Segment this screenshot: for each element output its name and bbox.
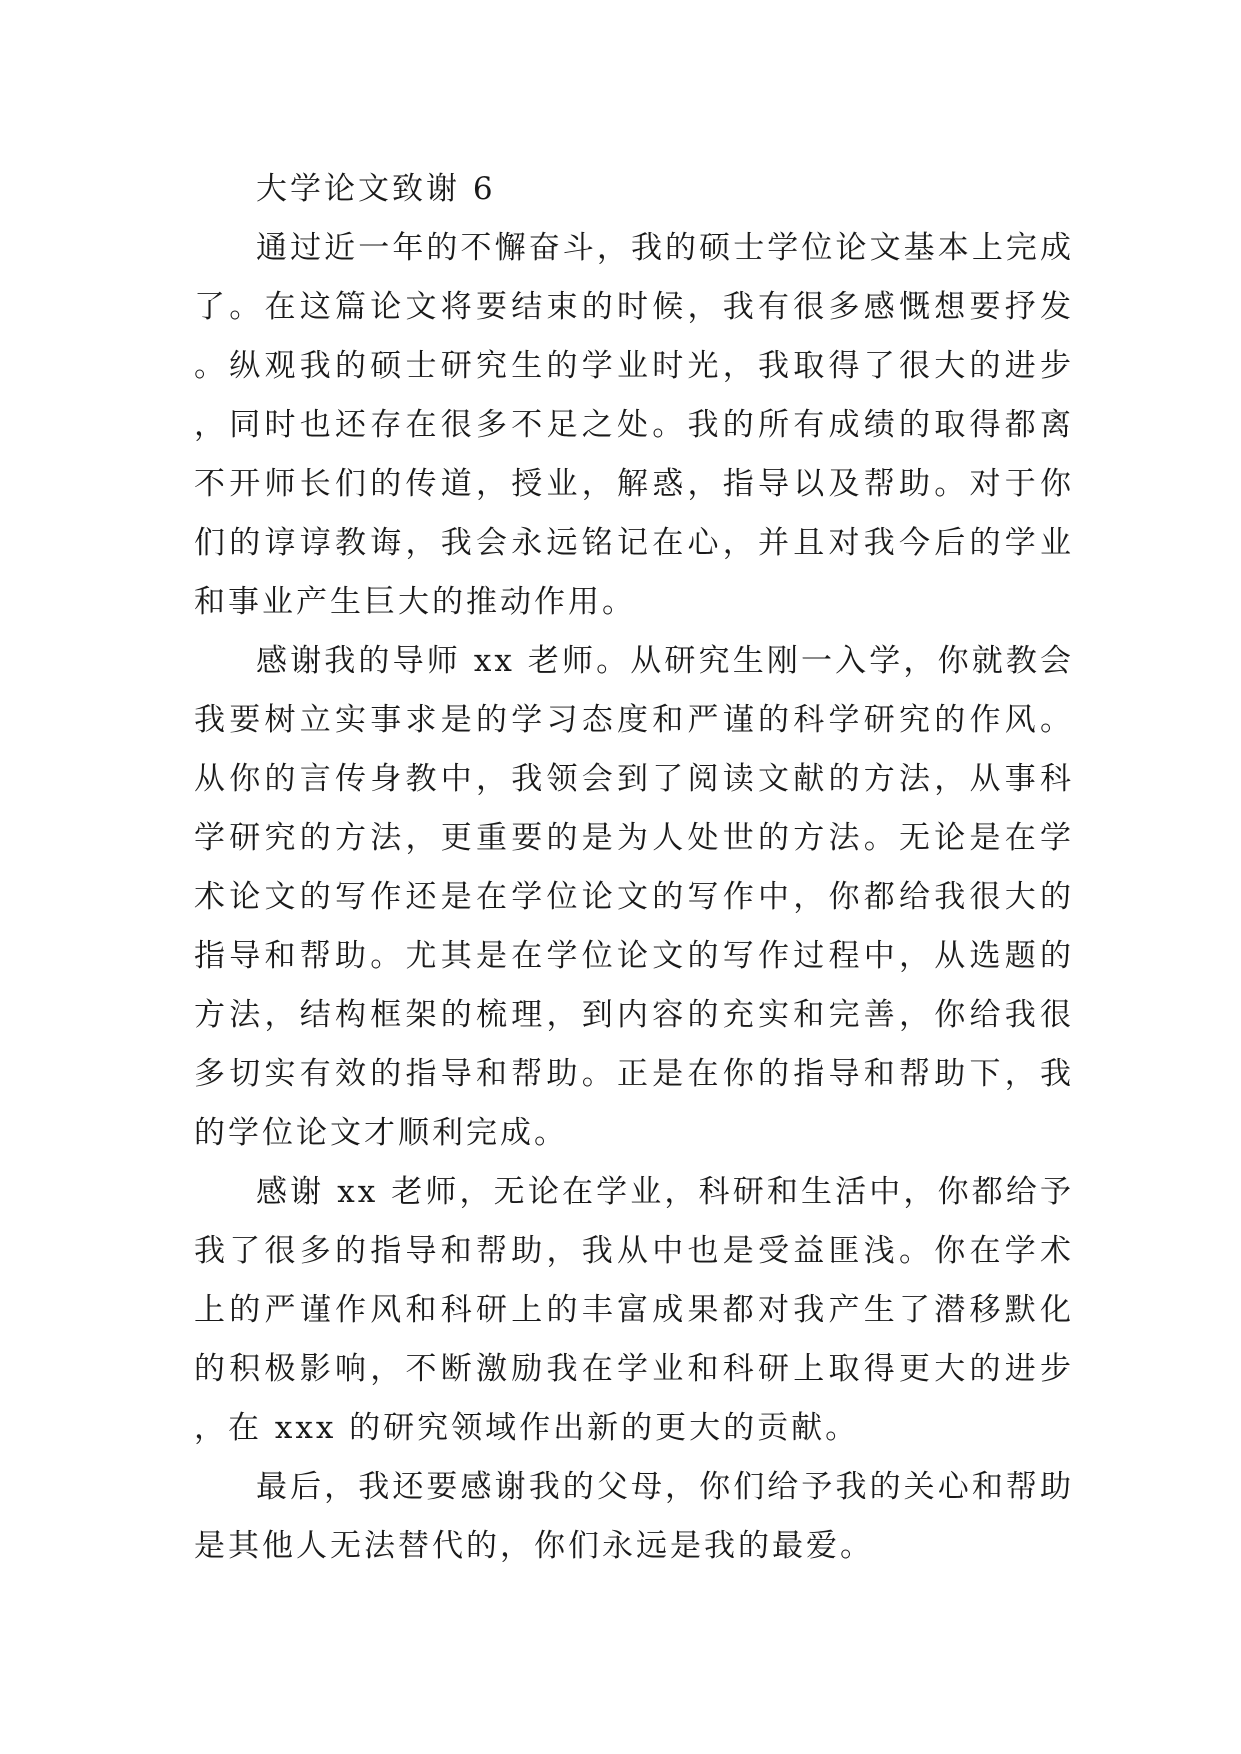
paragraph-4: 最后，我还要感谢我的父母，你们给予我的关心和帮助是其他人无法替代的，你们永远是我的最爱。	[194, 1469, 1074, 1564]
paragraph-1: 通过近一年的不懈奋斗，我的硕士学位论文基本上完成了。在这篇论文将要结束的时候，我有很多感慨想要抒发。纵观我的硕士研究生的学业时光，我取得了很大的进步，同时也还存在很多不足之处。我的所有成绩的取得都离不开师长们的传道，授业，解惑，指导以及帮助。对于你们的谆谆教诲，我会永远铭记在心，并且对我今后的学业和事业产生巨大的推动作用。	[194, 230, 1074, 620]
document-title: 大学论文致谢 6	[256, 171, 496, 207]
paragraph-2: 感谢我的导师 xx 老师。从研究生刚一入学，你就教会我要树立实事求是的学习态度和严谨的科学研究的作风。从你的言传身教中，我领会到了阅读文献的方法，从事科学研究的方法，更重要的是为人处世的方法。无论是在学术论文的写作还是在学位论文的写作中，你都给我很大的指导和帮助。尤其是在学位论文的写作过程中，从选题的方法，结构框架的梳理，到内容的充实和完善，你给我很多切实有效的指导和帮助。正是在你的指导和帮助下，我的学位论文才顺利完成。	[194, 643, 1074, 1151]
document-body	[194, 160, 1074, 1576]
paragraph-3: 感谢 xx 老师，无论在学业，科研和生活中，你都给予我了很多的指导和帮助，我从中也是受益匪浅。你在学术上的严谨作风和科研上的丰富成果都对我产生了潜移默化的积极影响，不断激励我在学业和科研上取得更大的进步，在 xxx 的研究领域作出新的更大的贡献。	[194, 1174, 1074, 1446]
